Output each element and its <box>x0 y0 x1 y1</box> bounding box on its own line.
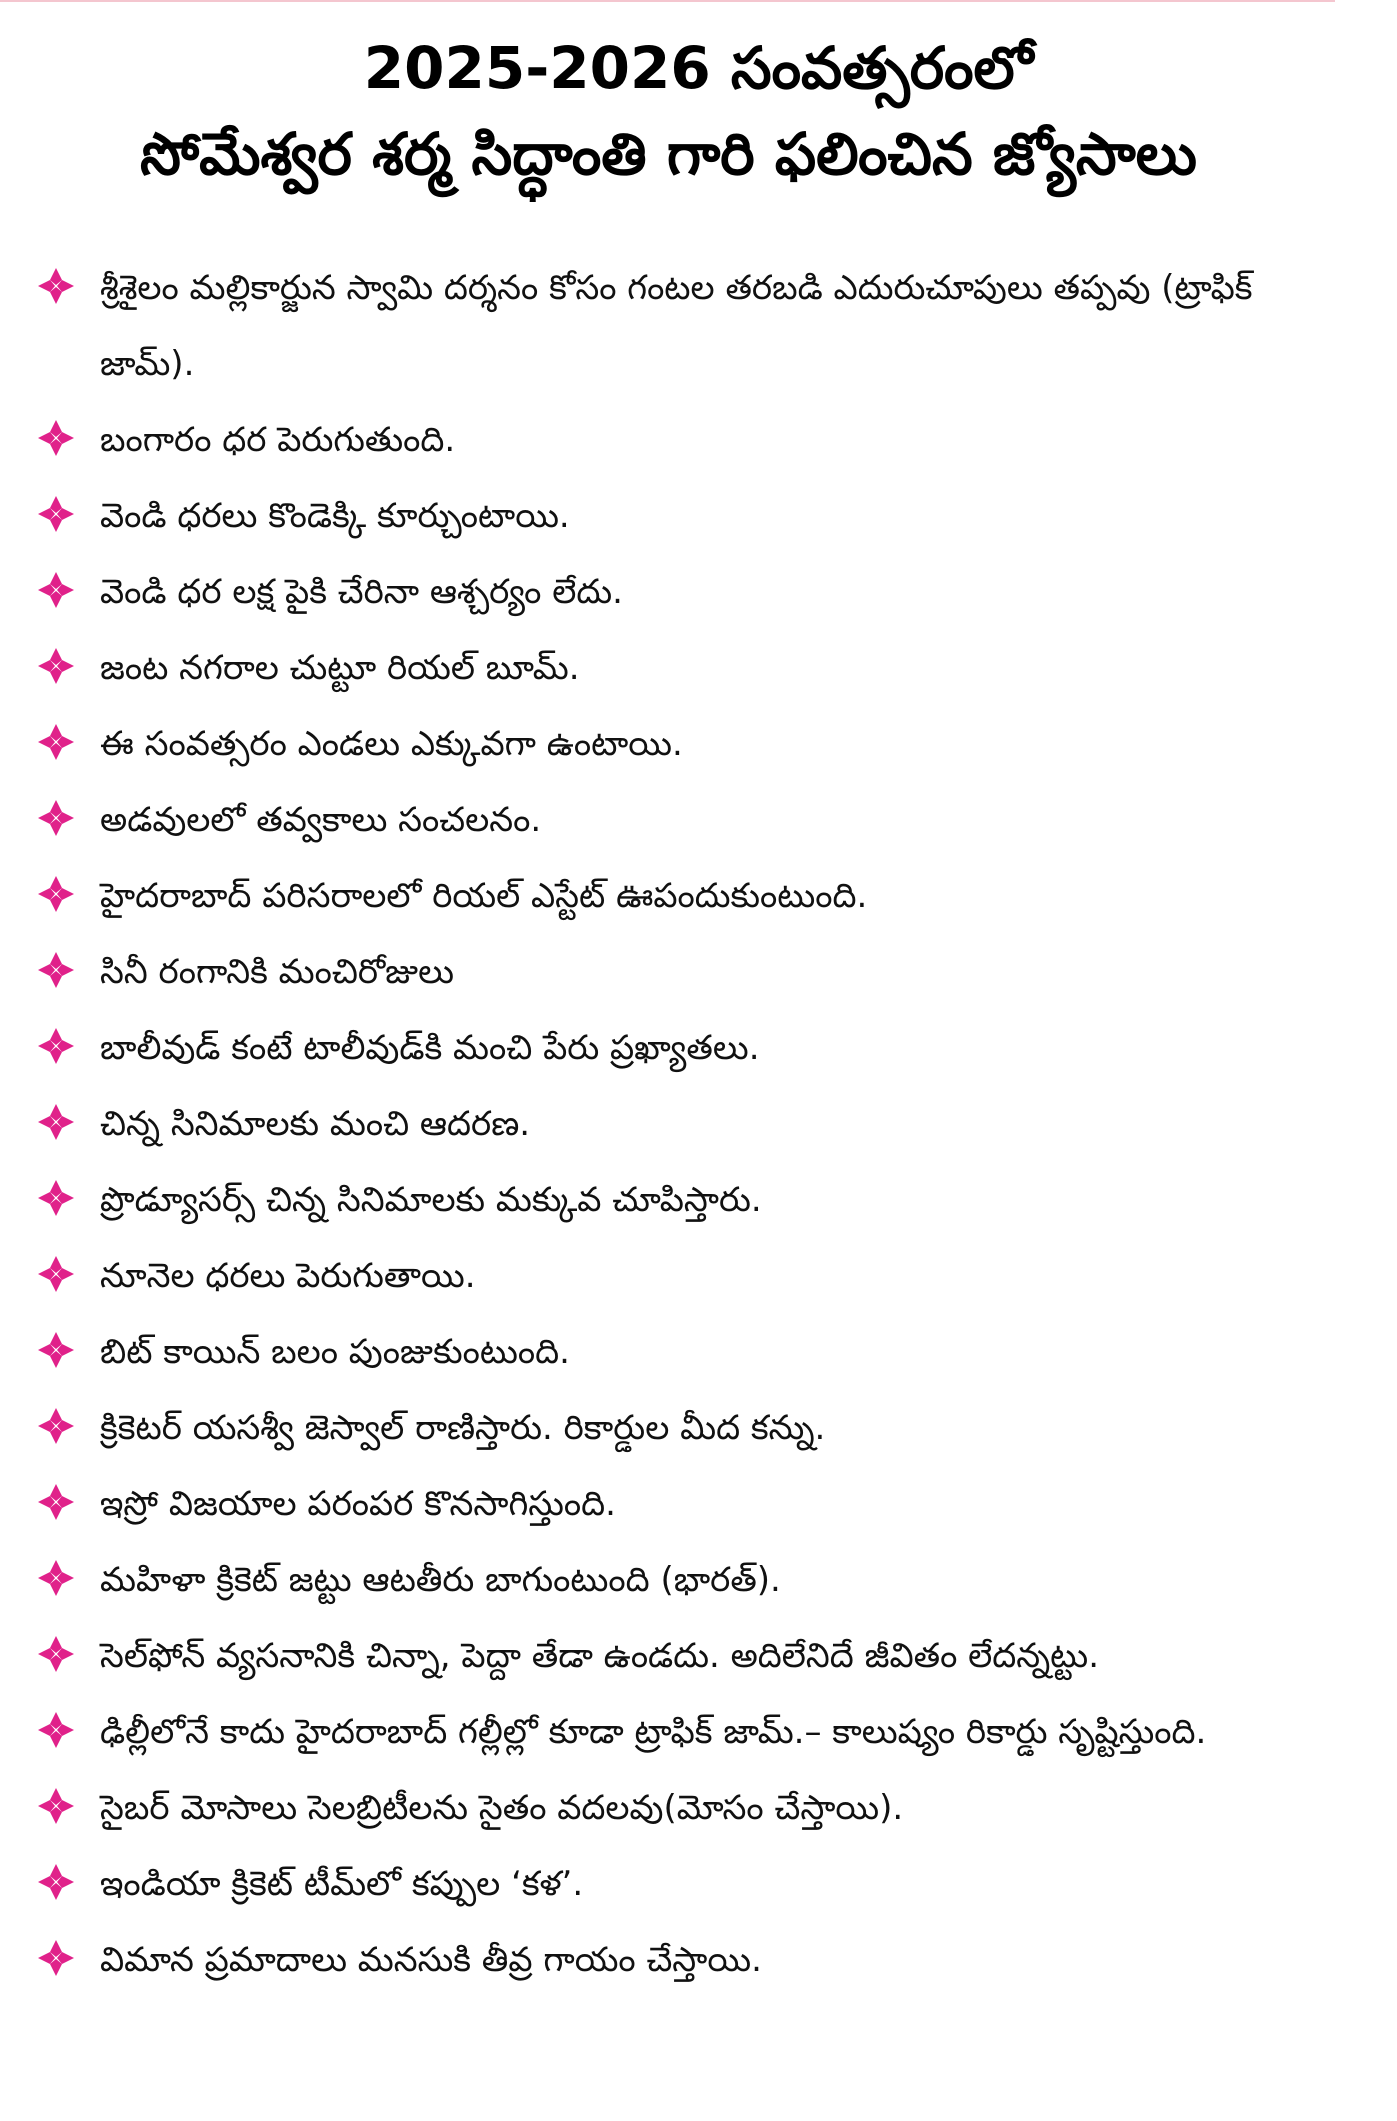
predictions-list <box>30 250 1330 1998</box>
list-item-text: మహిళా క్రికెట్ జట్టు ఆటతీరు బాగుంటుంది (భారత్). <box>100 1560 781 1600</box>
list-item <box>30 402 1330 478</box>
list-item-text: వెండి ధర లక్ష పైకి చేరినా ఆశ్చర్యం లేదు. <box>100 572 623 612</box>
list-item <box>30 1010 1330 1086</box>
list-item <box>30 1922 1330 1998</box>
four-petal-diamond-icon <box>36 1102 76 1142</box>
four-petal-diamond-icon <box>36 1254 76 1294</box>
four-petal-diamond-icon <box>36 418 76 458</box>
list-item <box>30 706 1330 782</box>
list-item-text: క్రికెటర్ యసశ్వీ జెస్వాల్ రాణిస్తారు. రికార్డుల మీద కన్ను. <box>100 1408 826 1448</box>
list-item-text: సినీ రంగానికి మంచిరోజులు <box>100 952 454 992</box>
list-item <box>30 1314 1330 1390</box>
list-item-text: హైదరాబాద్ పరిసరాలలో రియల్ ఎస్టేట్ ఊపందుకుంటుంది. <box>100 876 868 916</box>
title-line-1: 2025-2026 సంవత్సరంలో <box>363 34 1034 102</box>
list-item <box>30 1770 1330 1846</box>
list-item-text: ప్రొడ్యూసర్స్ చిన్న సినిమాలకు మక్కువ చూపిస్తారు. <box>100 1180 762 1220</box>
list-item <box>30 1162 1330 1238</box>
list-item-text: శ్రీశైలం మల్లికార్జున స్వామి దర్శనం కోసం గంటల తరబడి ఎదురుచూపులు తప్పవు (ట్రాఫిక్ జామ్). <box>100 268 1253 384</box>
four-petal-diamond-icon <box>36 1634 76 1674</box>
four-petal-diamond-icon <box>36 1406 76 1446</box>
four-petal-diamond-icon <box>36 646 76 686</box>
four-petal-diamond-icon <box>36 1330 76 1370</box>
list-item-text: బాలీవుడ్ కంటే టాలీవుడ్‌కి మంచి పేరు ప్రఖ్యాతలు. <box>100 1028 760 1068</box>
four-petal-diamond-icon <box>36 570 76 610</box>
list-item-text: జంట నగరాల చుట్టూ రియల్ బూమ్. <box>100 648 580 688</box>
four-petal-diamond-icon <box>36 1026 76 1066</box>
four-petal-diamond-icon <box>36 1558 76 1598</box>
list-item-text: ఢిల్లీలోనే కాదు హైదరాబాద్ గల్లీల్లో కూడా ట్రాఫిక్ జామ్.– కాలుష్యం రికార్డు సృష్టిస్తుంది. <box>100 1712 1207 1752</box>
four-petal-diamond-icon <box>36 798 76 838</box>
page-title <box>0 28 1397 200</box>
list-item <box>30 1846 1330 1922</box>
list-item <box>30 782 1330 858</box>
list-item <box>30 630 1330 706</box>
list-item <box>30 1238 1330 1314</box>
list-item-text: వెండి ధరలు కొండెక్కి కూర్చుంటాయి. <box>100 496 570 536</box>
four-petal-diamond-icon <box>36 1862 76 1902</box>
list-item-text: నూనెల ధరలు పెరుగుతాయి. <box>100 1256 476 1296</box>
four-petal-diamond-icon <box>36 874 76 914</box>
four-petal-diamond-icon <box>36 266 76 306</box>
list-item <box>30 554 1330 630</box>
four-petal-diamond-icon <box>36 722 76 762</box>
list-item <box>30 1466 1330 1542</box>
list-item <box>30 858 1330 934</box>
title-line-2: సోమేశ్వర శర్మ సిద్ధాంతి గారి ఫలించిన జ్యోసాలు <box>140 120 1197 188</box>
list-item-text: బంగారం ధర పెరుగుతుంది. <box>100 420 456 460</box>
list-item-text: ఇండియా క్రికెట్ టీమ్‌లో కప్పుల ‘కళ’. <box>100 1864 584 1904</box>
list-item <box>30 1086 1330 1162</box>
list-item <box>30 250 1330 402</box>
four-petal-diamond-icon <box>36 950 76 990</box>
list-item-text: అడవులలో తవ్వకాలు సంచలనం. <box>100 800 542 840</box>
list-item <box>30 1694 1330 1770</box>
list-item-text: విమాన ప్రమాదాలు మనసుకి తీవ్ర గాయం చేస్తాయి. <box>100 1940 762 1980</box>
list-item-text: బిట్ కాయిన్ బలం పుంజుకుంటుంది. <box>100 1332 570 1372</box>
list-item <box>30 1542 1330 1618</box>
list-item-text: చిన్న సినిమాలకు మంచి ఆదరణ. <box>100 1104 531 1144</box>
list-item-text: సైబర్ మోసాలు సెలబ్రిటీలను సైతం వదలవు(మోసం చేస్తాయి). <box>100 1788 904 1828</box>
list-item-text: సెల్‌ఫోన్ వ్యసనానికి చిన్నా, పెద్దా తేడా ఉండదు. అదిలేనిదే జీవితం లేదన్నట్టు. <box>100 1636 1100 1676</box>
list-item-text: ఇస్రో విజయాల పరంపర కొనసాగిస్తుంది. <box>100 1484 616 1524</box>
list-item <box>30 934 1330 1010</box>
list-item <box>30 1618 1330 1694</box>
four-petal-diamond-icon <box>36 1938 76 1978</box>
four-petal-diamond-icon <box>36 1786 76 1826</box>
four-petal-diamond-icon <box>36 1710 76 1750</box>
four-petal-diamond-icon <box>36 494 76 534</box>
top-border-line <box>0 0 1335 2</box>
list-item <box>30 1390 1330 1466</box>
list-item <box>30 478 1330 554</box>
four-petal-diamond-icon <box>36 1178 76 1218</box>
list-item-text: ఈ సంవత్సరం ఎండలు ఎక్కువగా ఉంటాయి. <box>100 724 683 764</box>
four-petal-diamond-icon <box>36 1482 76 1522</box>
